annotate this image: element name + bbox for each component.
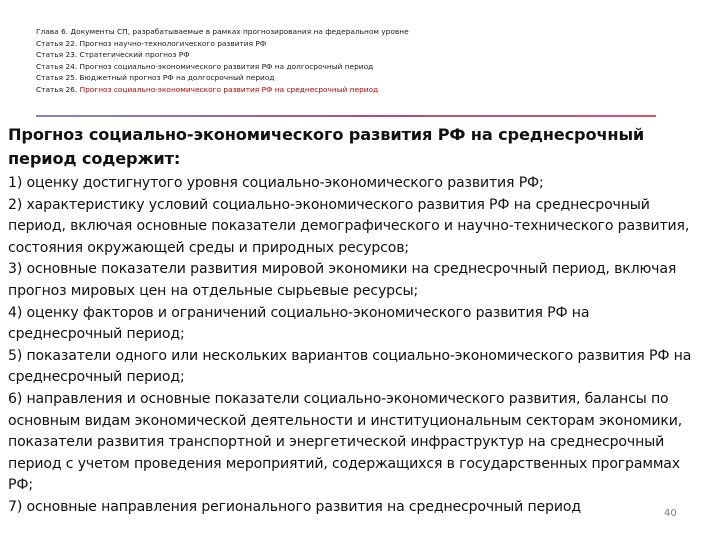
article-25: Статья 25. Бюджетный прогноз РФ на долгосрочный период <box>36 73 275 83</box>
list-item: 3) основные показатели развития мировой экономики на среднесрочный период, включая прогноз мировых цен на отдельные сырьевые ресурсы; <box>8 261 677 299</box>
article-26 <box>36 84 676 96</box>
article-23: Статья 23. Стратегический прогноз РФ <box>36 50 190 60</box>
article-22: Статья 22. Прогноз научно-технологического развития РФ <box>36 38 267 48</box>
list-item: 7) основные направления регионального развития на среднесрочный период <box>8 498 581 515</box>
list-item: 4) оценку факторов и ограничений социально-экономического развития РФ на среднесрочный период; <box>8 304 590 343</box>
content-body <box>8 123 694 519</box>
page-number: 40 <box>664 508 677 519</box>
section-title: Прогноз социально-экономического развития РФ на среднесрочный период содержит: <box>8 125 645 168</box>
list-item: 2) характеристику условий социально-экономического развития РФ на среднесрочный период, включая основные показатели демографического и научно-технического развития, состояния окружающей среды и природных ресурсов; <box>8 196 690 256</box>
article-26-prefix: Статья 26. <box>36 84 80 94</box>
article-26-highlight: Прогноз социально-экономического развития РФ на среднесрочный период <box>79 84 379 94</box>
chapter-header <box>36 26 676 96</box>
list-item: 5) показатели одного или нескольких вариантов социально-экономического развития РФ на среднесрочный период; <box>8 347 692 386</box>
list-item: 6) направления и основные показатели социально-экономического развития, балансы по основным видам экономической деятельности и институциональным секторам экономики, показатели развития транспортной и энергетической инфраструктур на среднесрочный период с учетом проведения мероприятий, содержащихся в государственных программах РФ; <box>8 390 683 494</box>
divider-line <box>36 115 656 117</box>
list-item: 1) оценку достигнутого уровня социально-экономического развития РФ; <box>8 175 544 191</box>
article-24: Статья 24. Прогноз социально-экономического развития РФ на долгосрочный период <box>36 61 374 71</box>
chapter-title: Глава 6. Документы СП, разрабатываемые в рамках прогнозирования на федеральном уровне <box>36 27 409 36</box>
